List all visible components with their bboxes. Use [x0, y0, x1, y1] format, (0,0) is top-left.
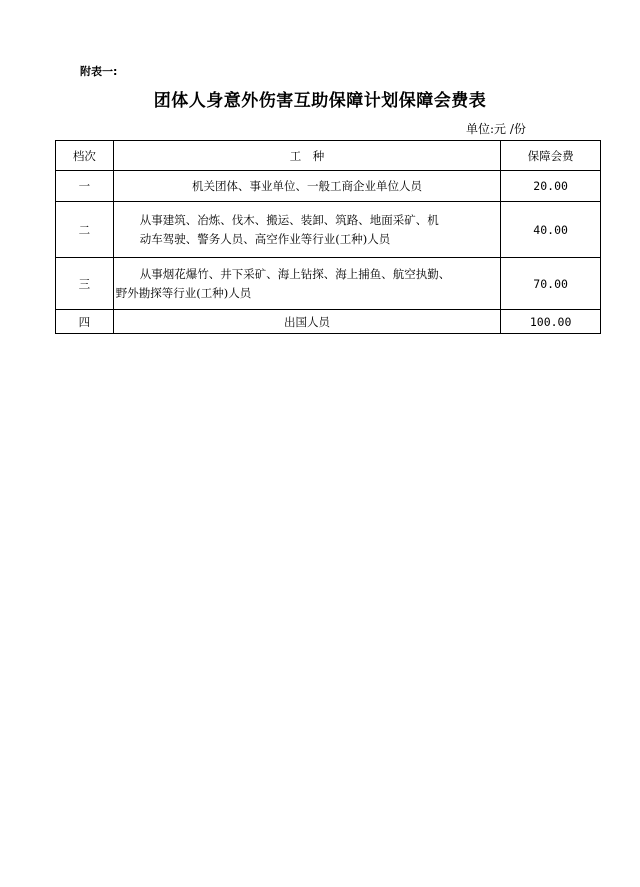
occupation-line: 野外勘探等行业(工种)人员	[115, 285, 252, 300]
occupation-line: 动车驾驶、警务人员、高空作业等行业(工种)人员	[139, 231, 391, 246]
table-header-row	[56, 141, 601, 171]
table-row	[56, 258, 601, 310]
row-level: 四	[56, 310, 114, 334]
unit-label: 单位:元 /份	[466, 122, 526, 136]
occupation-line: 从事建筑、冶炼、伐木、搬运、装卸、筑路、地面采矿、机	[139, 212, 439, 227]
page-title: 团体人身意外伤害互助保障计划保障会费表	[153, 91, 487, 111]
row-fee: 70.00	[501, 258, 601, 310]
row-level: 三	[56, 258, 114, 310]
header-fee: 保障会费	[501, 141, 601, 171]
header-occupation: 工 种	[113, 141, 500, 171]
row-occupation	[113, 202, 500, 258]
row-fee: 40.00	[501, 202, 601, 258]
row-occupation	[113, 171, 500, 202]
table-row	[56, 310, 601, 334]
row-occupation	[113, 310, 500, 334]
row-level: 一	[56, 171, 114, 202]
row-fee: 100.00	[501, 310, 601, 334]
row-level: 二	[56, 202, 114, 258]
table-row	[56, 202, 601, 258]
annex-label: 附表一:	[80, 65, 118, 78]
occupation-line: 出国人员	[284, 314, 330, 329]
fee-table	[55, 140, 601, 334]
row-fee: 20.00	[501, 171, 601, 202]
header-level: 档次	[56, 141, 114, 171]
occupation-line: 从事烟花爆竹、井下采矿、海上钻探、海上捕鱼、航空执勤、	[139, 266, 451, 281]
occupation-line: 机关团体、事业单位、一般工商企业单位人员	[192, 179, 422, 193]
table-row	[56, 171, 601, 202]
row-occupation	[113, 258, 500, 310]
